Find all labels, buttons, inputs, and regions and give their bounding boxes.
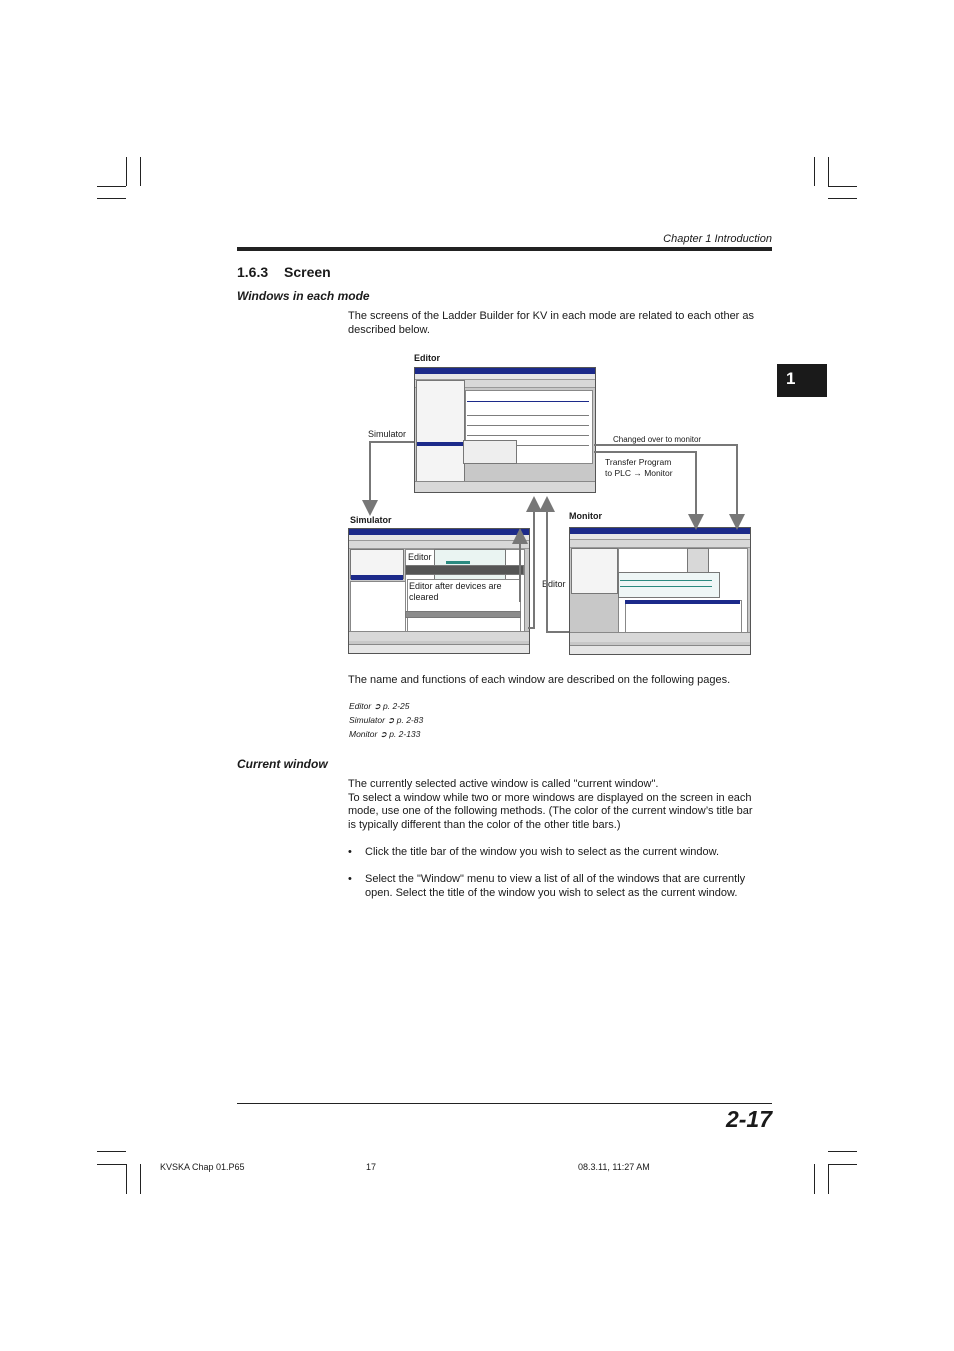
label-after-2: cleared — [409, 592, 439, 602]
page-number: 2-17 — [725, 1106, 772, 1132]
running-header: Chapter 1 Introduction — [663, 233, 772, 245]
arrow-monitor-to-editor — [547, 504, 569, 632]
ref-monitor: Monitor ➲ p. 2-133 — [349, 729, 421, 739]
bullet-dot: • — [348, 873, 352, 885]
bullet-1: Click the title bar of the window you wish to select as the current window. — [365, 846, 720, 858]
label-editor-right: Editor — [542, 579, 566, 589]
ref-simulator: Simulator ➲ p. 2-83 — [349, 715, 424, 725]
footer-timestamp: 08.3.11, 11:27 AM — [578, 1162, 650, 1172]
current-window-p2-line3: is typically different than the color of the other title bars.) — [348, 819, 621, 831]
ref-editor: Editor ➲ p. 2-25 — [349, 701, 410, 711]
arrow-editor-to-monitor — [594, 445, 737, 522]
editor-window-caption: Editor — [414, 353, 440, 363]
label-transfer-2: to PLC → Monitor — [605, 468, 673, 478]
current-window-heading: Current window — [237, 757, 328, 771]
section-number: 1.6.3 — [237, 264, 269, 280]
label-after-1: Editor after devices are — [409, 581, 502, 591]
bullet-2-line2: open. Select the title of the window you wish to select as the current window. — [365, 887, 738, 899]
arrow-transfer-to-monitor — [594, 452, 696, 522]
arrow-editor-to-simulator — [370, 442, 414, 508]
bullet-dot: • — [348, 846, 352, 858]
bullet-2-line1: Select the "Window" menu to view a list of all of the windows that are currently — [365, 873, 746, 885]
intro-paragraph: The screens of the Ladder Builder for KV in each mode are related to each other as described below. — [348, 310, 755, 336]
label-transfer-1: Transfer Program — [605, 457, 672, 467]
names-paragraph: The name and functions of each window are described on the following pages. — [348, 674, 731, 686]
arrow-simulator-to-editor — [528, 504, 534, 628]
subsection-heading: Windows in each mode — [237, 289, 370, 303]
label-simulator: Simulator — [368, 429, 407, 439]
footer-file: KVSKA Chap 01.P65 — [160, 1162, 245, 1172]
footer-page: 17 — [366, 1162, 377, 1172]
label-changed-over: Changed over to monitor — [613, 435, 702, 444]
current-window-p1: The currently selected active window is called "current window". — [348, 778, 659, 790]
current-window-p2-line1: To select a window while two or more windows are displayed on the screen in each — [348, 792, 752, 804]
label-editor-inner: Editor — [408, 552, 432, 562]
simulator-window-caption: Simulator — [350, 515, 392, 525]
section-title: Screen — [284, 264, 331, 280]
chapter-tab-number: 1 — [786, 369, 796, 388]
current-window-p2-line2: mode, use one of the following methods. (The color of the current window’s title bar — [348, 805, 753, 817]
footer-rule — [237, 1103, 772, 1104]
monitor-window-caption: Monitor — [569, 511, 602, 521]
